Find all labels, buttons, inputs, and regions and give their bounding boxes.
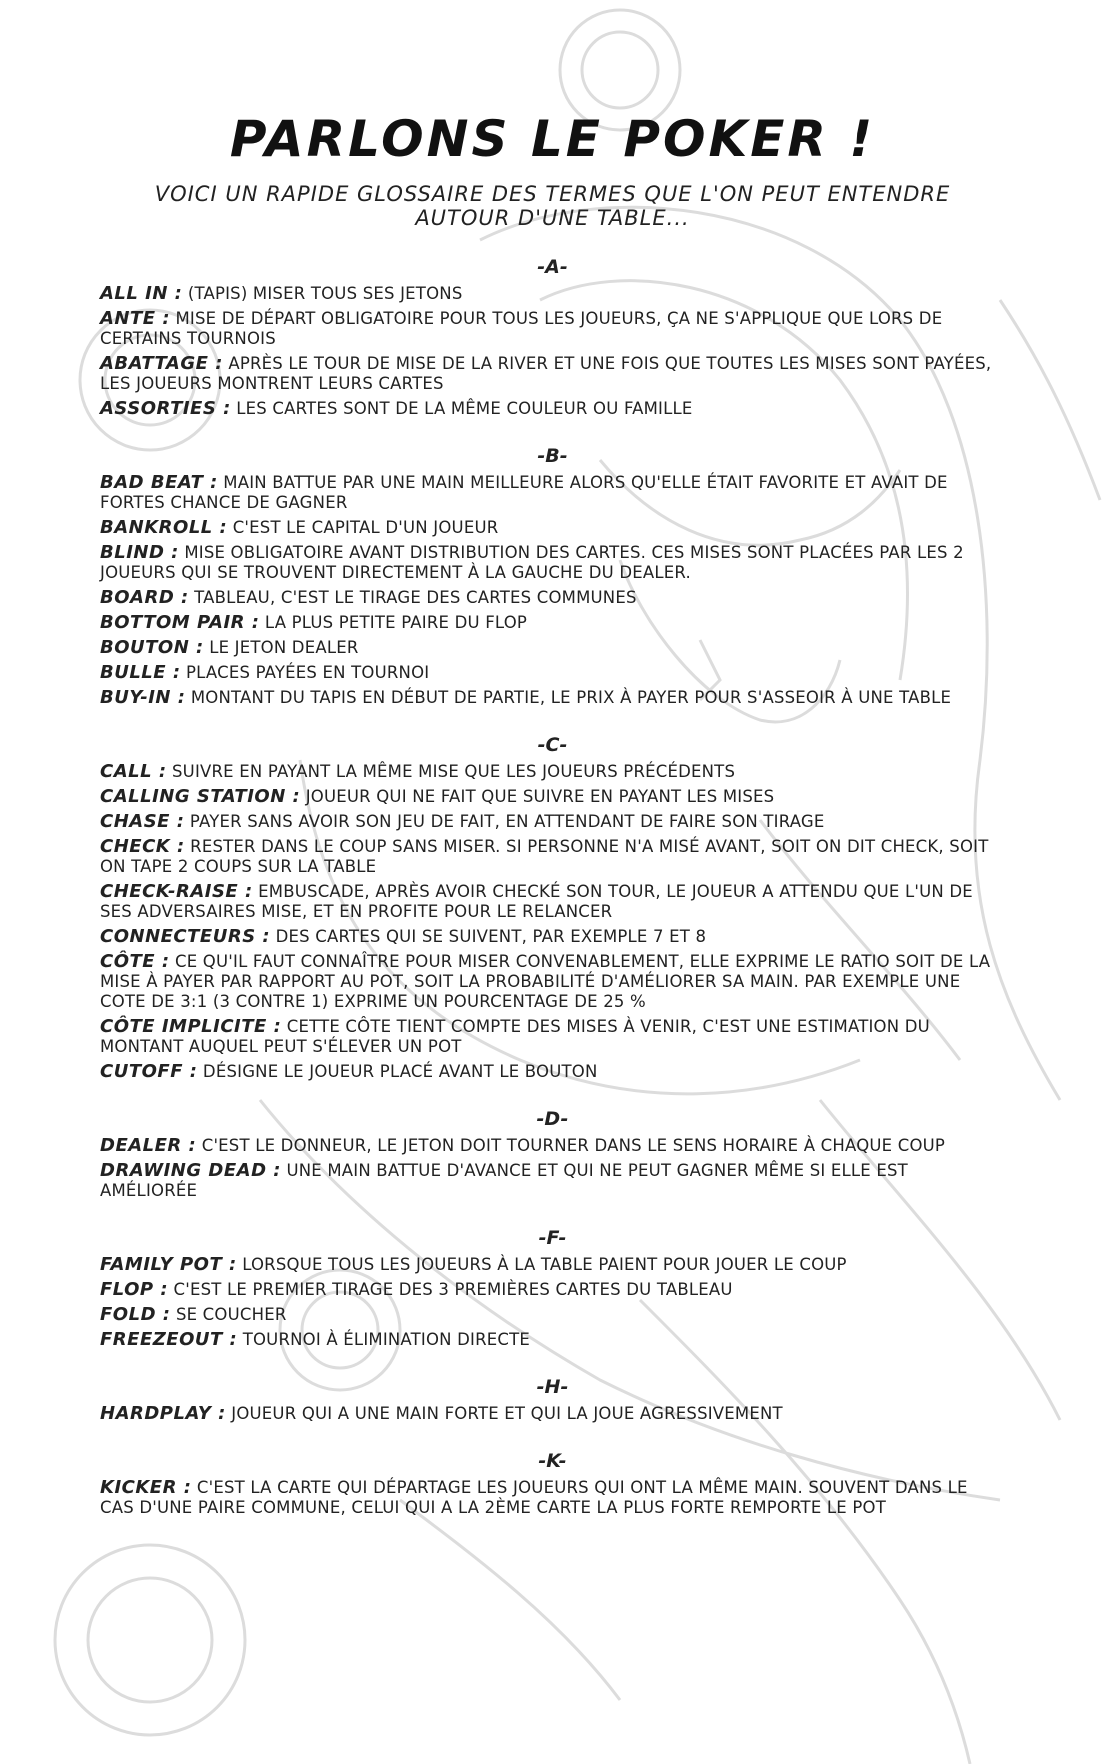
glossary-term: FREEZEOUT : (100, 1329, 238, 1350)
glossary-definition: UNE MAIN BATTUE D'AVANCE ET QUI NE PEUT GAGNER MÊME SI ELLE EST AMÉLIORÉE (100, 1161, 908, 1200)
glossary-section (100, 1376, 1005, 1424)
glossary-entry (100, 927, 1005, 947)
glossary-entry (100, 787, 1005, 807)
glossary-entry (100, 543, 1005, 583)
glossary-section (100, 445, 1005, 708)
glossary-entry (100, 399, 1005, 419)
section-letter: -B- (537, 445, 568, 467)
glossary-entry (100, 1478, 1005, 1518)
glossary-definition: MAIN BATTUE PAR UNE MAIN MEILLEURE ALORS QU'ELLE ÉTAIT FAVORITE ET AVAIT DE FORTES CHANCE DE GAGNER (100, 473, 948, 512)
glossary-entry (100, 1280, 1005, 1300)
glossary-definition: JOUEUR QUI A UNE MAIN FORTE ET QUI LA JOUE AGRESSIVEMENT (231, 1404, 783, 1423)
glossary-section (100, 1227, 1005, 1350)
glossary-definition: PLACES PAYÉES EN TOURNOI (186, 663, 430, 682)
glossary-term: ASSORTIES : (100, 398, 231, 419)
glossary-section (100, 1108, 1005, 1201)
glossary-definition: CETTE CÔTE TIENT COMPTE DES MISES À VENIR, C'EST UNE ESTIMATION DU MONTANT AUQUEL PEUT S'ÉLEVER UN POT (100, 1017, 930, 1056)
glossary-entry (100, 952, 1005, 1012)
glossary-definition: SE COUCHER (175, 1305, 287, 1324)
glossary-entry (100, 812, 1005, 832)
section-letter: -K- (538, 1450, 567, 1472)
glossary-term: CONNECTEURS : (100, 926, 271, 947)
glossary-entry (100, 688, 1005, 708)
glossary-term: CÔTE : (100, 951, 170, 972)
glossary-term: ANTE : (100, 308, 171, 329)
glossary-definition: PAYER SANS AVOIR SON JEU DE FAIT, EN ATTENDANT DE FAIRE SON TIRAGE (189, 812, 825, 831)
glossary-term: DRAWING DEAD : (100, 1160, 281, 1181)
glossary-entry (100, 1305, 1005, 1325)
glossary-definition: DES CARTES QUI SE SUIVENT, PAR EXEMPLE 7 ET 8 (275, 927, 707, 946)
glossary-entry (100, 473, 1005, 513)
glossary-entry (100, 1017, 1005, 1057)
glossary-term: FOLD : (100, 1304, 171, 1325)
page-subtitle: VOICI UN RAPIDE GLOSSAIRE DES TERMES QUE L'ON PEUT ENTENDRE AUTOUR D'UNE TABLE... (154, 182, 951, 230)
glossary-definition: LES CARTES SONT DE LA MÊME COULEUR OU FAMILLE (236, 399, 693, 418)
glossary-entry (100, 882, 1005, 922)
glossary-definition: MONTANT DU TAPIS EN DÉBUT DE PARTIE, LE PRIX À PAYER POUR S'ASSEOIR À UNE TABLE (190, 688, 952, 707)
glossary-term: DEALER : (100, 1135, 197, 1156)
glossary-entry (100, 518, 1005, 538)
glossary-definition: LE JETON DEALER (209, 638, 359, 657)
glossary-definition: C'EST LE PREMIER TIRAGE DES 3 PREMIÈRES CARTES DU TABLEAU (173, 1280, 733, 1299)
glossary-term: BULLE : (100, 662, 181, 683)
glossary-term: CALL : (100, 761, 167, 782)
glossary-term: CHECK-RAISE : (100, 881, 253, 902)
glossary-section (100, 256, 1005, 419)
glossary-definition: TOURNOI À ÉLIMINATION DIRECTE (242, 1330, 531, 1349)
glossary-definition: EMBUSCADE, APRÈS AVOIR CHECKÉ SON TOUR, LE JOUEUR A ATTENDU QUE L'UN DE SES ADVERSAIRES MISE, ET EN PROFITE POUR LE RELANCER (100, 882, 973, 921)
glossary-definition: APRÈS LE TOUR DE MISE DE LA RIVER ET UNE FOIS QUE TOUTES LES MISES SONT PAYÉES, LES JOUEURS MONTRENT LEURS CARTES (100, 354, 992, 393)
glossary-term: CHASE : (100, 811, 185, 832)
section-letter: -C- (537, 734, 568, 756)
glossary-term: BANKROLL : (100, 517, 228, 538)
glossary-definition: CE QU'IL FAUT CONNAÎTRE POUR MISER CONVENABLEMENT, ELLE EXPRIME LE RATIO SOIT DE LA MISE À PAYER PAR RAPPORT AU POT, SOIT LA PROBABILITÉ D'AMÉLIORER SA MAIN. PAR EXEMPLE UNE COTE DE 3:1 (3 CONTRE 1) EXPRIME UN POURCENTAGE DE 25 % (100, 952, 991, 1011)
glossary-term: BAD BEAT : (100, 472, 218, 493)
glossary-entry (100, 762, 1005, 782)
glossary-term: CUTOFF : (100, 1061, 198, 1082)
section-letter: -D- (536, 1108, 569, 1130)
glossary-term: BOTTOM PAIR : (100, 612, 260, 633)
glossary-entry (100, 354, 1005, 394)
glossary-entry (100, 1330, 1005, 1350)
glossary-entry (100, 1136, 1005, 1156)
page-title: PARLONS LE POKER ! (229, 110, 876, 168)
section-letter: -A- (537, 256, 568, 278)
section-letter: -F- (538, 1227, 567, 1249)
glossary-definition: C'EST LE CAPITAL D'UN JOUEUR (232, 518, 499, 537)
glossary-term: CHECK : (100, 836, 185, 857)
glossary-definition: RESTER DANS LE COUP SANS MISER. SI PERSONNE N'A MISÉ AVANT, SOIT ON DIT CHECK, SOIT ON TAPE 2 COUPS SUR LA TABLE (100, 837, 989, 876)
glossary-definition: C'EST LA CARTE QUI DÉPARTAGE LES JOUEURS QUI ONT LA MÊME MAIN. SOUVENT DANS LE CAS D'UNE PAIRE COMMUNE, CELUI QUI A LA 2ÈME CARTE LA PLUS FORTE REMPORTE LE POT (100, 1478, 968, 1517)
glossary-definition: LORSQUE TOUS LES JOUEURS À LA TABLE PAIENT POUR JOUER LE COUP (242, 1255, 847, 1274)
glossary-definition: LA PLUS PETITE PAIRE DU FLOP (264, 613, 528, 632)
glossary-term: CALLING STATION : (100, 786, 301, 807)
glossary-definition: C'EST LE DONNEUR, LE JETON DOIT TOURNER DANS LE SENS HORAIRE À CHAQUE COUP (201, 1136, 946, 1155)
glossary-entry (100, 1255, 1005, 1275)
glossary-sections (100, 256, 1005, 1518)
glossary-definition: MISE OBLIGATOIRE AVANT DISTRIBUTION DES CARTES. CES MISES SONT PLACÉES PAR LES 2 JOUEURS QUI SE TROUVENT DIRECTEMENT À LA GAUCHE DU DEALER. (100, 543, 964, 582)
glossary-section (100, 734, 1005, 1082)
glossary-term: BLIND : (100, 542, 179, 563)
glossary-term: BUY-IN : (100, 687, 186, 708)
glossary-entry (100, 1161, 1005, 1201)
glossary-entry (100, 1404, 1005, 1424)
glossary-definition: DÉSIGNE LE JOUEUR PLACÉ AVANT LE BOUTON (202, 1062, 598, 1081)
glossary-term: CÔTE IMPLICITE : (100, 1016, 282, 1037)
glossary-term: ALL IN : (100, 283, 183, 304)
glossary-term: ABATTAGE : (100, 353, 223, 374)
glossary-entry (100, 1062, 1005, 1082)
poker-chip-icon (55, 1545, 245, 1735)
glossary-entry (100, 837, 1005, 877)
glossary-term: FAMILY POT : (100, 1254, 237, 1275)
glossary-section (100, 1450, 1005, 1518)
glossary-definition: JOUEUR QUI NE FAIT QUE SUIVRE EN PAYANT LES MISES (305, 787, 775, 806)
glossary-entry (100, 613, 1005, 633)
glossary-entry (100, 588, 1005, 608)
glossary-definition: TABLEAU, C'EST LE TIRAGE DES CARTES COMMUNES (194, 588, 637, 607)
glossary-definition: (TAPIS) MISER TOUS SES JETONS (187, 284, 463, 303)
glossary-entry (100, 309, 1005, 349)
glossary-term: HARDPLAY : (100, 1403, 226, 1424)
glossary-term: BOARD : (100, 587, 189, 608)
section-letter: -H- (536, 1376, 569, 1398)
glossary-term: FLOP : (100, 1279, 169, 1300)
glossary-entry (100, 638, 1005, 658)
glossary-term: BOUTON : (100, 637, 204, 658)
glossary-entry (100, 284, 1005, 304)
glossary-definition: SUIVRE EN PAYANT LA MÊME MISE QUE LES JOUEURS PRÉCÉDENTS (172, 762, 736, 781)
glossary-entry (100, 663, 1005, 683)
glossary-term: KICKER : (100, 1477, 192, 1498)
glossary-page (100, 110, 1005, 1523)
glossary-definition: MISE DE DÉPART OBLIGATOIRE POUR TOUS LES JOUEURS, ÇA NE S'APPLIQUE QUE LORS DE CERTAINS TOURNOIS (100, 309, 943, 348)
